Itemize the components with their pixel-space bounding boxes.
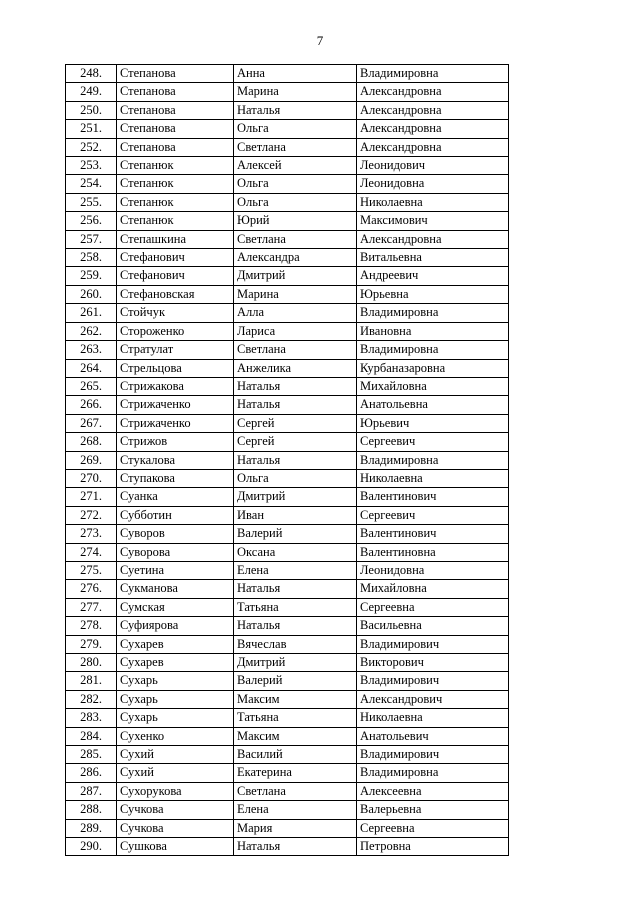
last-name-cell: Стратулат (117, 341, 234, 359)
last-name-cell: Суворов (117, 525, 234, 543)
patronymic-cell: Курбаназаровна (357, 359, 509, 377)
patronymic-cell: Сергеевна (357, 598, 509, 616)
patronymic-cell: Владимировна (357, 304, 509, 322)
table-row (66, 230, 509, 248)
first-name-cell: Дмитрий (234, 488, 357, 506)
table-row (66, 764, 509, 782)
patronymic-cell: Леонидович (357, 157, 509, 175)
row-number-cell: 274. (66, 543, 117, 561)
last-name-cell: Степанюк (117, 193, 234, 211)
first-name-cell: Валерий (234, 672, 357, 690)
last-name-cell: Стрельцова (117, 359, 234, 377)
patronymic-cell: Сергеевна (357, 819, 509, 837)
first-name-cell: Сергей (234, 414, 357, 432)
row-number-cell: 248. (66, 65, 117, 83)
table-row (66, 819, 509, 837)
table-row (66, 488, 509, 506)
row-number-cell: 277. (66, 598, 117, 616)
patronymic-cell: Витальевна (357, 249, 509, 267)
patronymic-cell: Александровна (357, 101, 509, 119)
patronymic-cell: Валентинович (357, 488, 509, 506)
table-row (66, 359, 509, 377)
last-name-cell: Стефановская (117, 285, 234, 303)
last-name-cell: Сухорукова (117, 782, 234, 800)
first-name-cell: Ольга (234, 175, 357, 193)
row-number-cell: 267. (66, 414, 117, 432)
row-number-cell: 253. (66, 157, 117, 175)
first-name-cell: Александра (234, 249, 357, 267)
table-row (66, 120, 509, 138)
patronymic-cell: Валентинович (357, 525, 509, 543)
first-name-cell: Алексей (234, 157, 357, 175)
row-number-cell: 289. (66, 819, 117, 837)
table-row (66, 65, 509, 83)
row-number-cell: 259. (66, 267, 117, 285)
table-row (66, 690, 509, 708)
last-name-cell: Степанова (117, 83, 234, 101)
row-number-cell: 254. (66, 175, 117, 193)
table-row (66, 157, 509, 175)
last-name-cell: Сухарев (117, 654, 234, 672)
row-number-cell: 249. (66, 83, 117, 101)
last-name-cell: Сухий (117, 764, 234, 782)
first-name-cell: Иван (234, 506, 357, 524)
first-name-cell: Светлана (234, 230, 357, 248)
patronymic-cell: Александровна (357, 83, 509, 101)
patronymic-cell: Алексеевна (357, 782, 509, 800)
first-name-cell: Анна (234, 65, 357, 83)
first-name-cell: Наталья (234, 101, 357, 119)
table-row (66, 249, 509, 267)
first-name-cell: Татьяна (234, 709, 357, 727)
patronymic-cell: Леонидовна (357, 175, 509, 193)
patronymic-cell: Николаевна (357, 193, 509, 211)
first-name-cell: Анжелика (234, 359, 357, 377)
patronymic-cell: Сергеевич (357, 433, 509, 451)
table-row (66, 727, 509, 745)
patronymic-cell: Александровна (357, 120, 509, 138)
last-name-cell: Стрижакова (117, 377, 234, 395)
last-name-cell: Сухарь (117, 690, 234, 708)
patronymic-cell: Владимирович (357, 635, 509, 653)
last-name-cell: Степанюк (117, 212, 234, 230)
patronymic-cell: Андреевич (357, 267, 509, 285)
page-number: 7 (316, 33, 324, 48)
last-name-cell: Сухарь (117, 709, 234, 727)
row-number-cell: 290. (66, 838, 117, 856)
patronymic-cell: Валерьевна (357, 801, 509, 819)
row-number-cell: 279. (66, 635, 117, 653)
table-row (66, 175, 509, 193)
table-row (66, 838, 509, 856)
row-number-cell: 287. (66, 782, 117, 800)
patronymic-cell: Васильевна (357, 617, 509, 635)
last-name-cell: Сукманова (117, 580, 234, 598)
first-name-cell: Вячеслав (234, 635, 357, 653)
patronymic-cell: Леонидовна (357, 561, 509, 579)
last-name-cell: Сухий (117, 746, 234, 764)
last-name-cell: Степанова (117, 65, 234, 83)
last-name-cell: Сумская (117, 598, 234, 616)
table-row (66, 304, 509, 322)
last-name-cell: Стефанович (117, 267, 234, 285)
first-name-cell: Наталья (234, 396, 357, 414)
table-row (66, 598, 509, 616)
row-number-cell: 284. (66, 727, 117, 745)
patronymic-cell: Николаевна (357, 709, 509, 727)
last-name-cell: Сухарев (117, 635, 234, 653)
table-row (66, 635, 509, 653)
table-row (66, 782, 509, 800)
row-number-cell: 262. (66, 322, 117, 340)
first-name-cell: Елена (234, 561, 357, 579)
first-name-cell: Наталья (234, 617, 357, 635)
table-row (66, 746, 509, 764)
first-name-cell: Валерий (234, 525, 357, 543)
first-name-cell: Василий (234, 746, 357, 764)
row-number-cell: 255. (66, 193, 117, 211)
first-name-cell: Дмитрий (234, 267, 357, 285)
first-name-cell: Максим (234, 690, 357, 708)
first-name-cell: Светлана (234, 782, 357, 800)
last-name-cell: Сухенко (117, 727, 234, 745)
first-name-cell: Мария (234, 819, 357, 837)
first-name-cell: Светлана (234, 341, 357, 359)
last-name-cell: Степанова (117, 120, 234, 138)
first-name-cell: Алла (234, 304, 357, 322)
patronymic-cell: Михайловна (357, 580, 509, 598)
last-name-cell: Стрижаченко (117, 414, 234, 432)
row-number-cell: 276. (66, 580, 117, 598)
patronymic-cell: Владимировна (357, 341, 509, 359)
row-number-cell: 261. (66, 304, 117, 322)
first-name-cell: Максим (234, 727, 357, 745)
row-number-cell: 256. (66, 212, 117, 230)
last-name-cell: Ступакова (117, 469, 234, 487)
row-number-cell: 282. (66, 690, 117, 708)
first-name-cell: Екатерина (234, 764, 357, 782)
table-row (66, 267, 509, 285)
row-number-cell: 286. (66, 764, 117, 782)
last-name-cell: Стрижаченко (117, 396, 234, 414)
patronymic-cell: Юрьевна (357, 285, 509, 303)
row-number-cell: 266. (66, 396, 117, 414)
last-name-cell: Стороженко (117, 322, 234, 340)
table-row (66, 101, 509, 119)
patronymic-cell: Владимирович (357, 672, 509, 690)
names-table (65, 64, 509, 856)
patronymic-cell: Владимировна (357, 65, 509, 83)
row-number-cell: 265. (66, 377, 117, 395)
last-name-cell: Степашкина (117, 230, 234, 248)
table-row (66, 377, 509, 395)
last-name-cell: Степанюк (117, 175, 234, 193)
row-number-cell: 275. (66, 561, 117, 579)
first-name-cell: Наталья (234, 580, 357, 598)
table-row (66, 543, 509, 561)
row-number-cell: 250. (66, 101, 117, 119)
last-name-cell: Стефанович (117, 249, 234, 267)
first-name-cell: Лариса (234, 322, 357, 340)
row-number-cell: 251. (66, 120, 117, 138)
table-row (66, 322, 509, 340)
table-row (66, 561, 509, 579)
patronymic-cell: Александровна (357, 230, 509, 248)
first-name-cell: Юрий (234, 212, 357, 230)
row-number-cell: 270. (66, 469, 117, 487)
patronymic-cell: Михайловна (357, 377, 509, 395)
table-row (66, 801, 509, 819)
table-row (66, 414, 509, 432)
table-row (66, 617, 509, 635)
row-number-cell: 288. (66, 801, 117, 819)
table-row (66, 469, 509, 487)
table-row (66, 580, 509, 598)
row-number-cell: 280. (66, 654, 117, 672)
first-name-cell: Наталья (234, 838, 357, 856)
table-row (66, 506, 509, 524)
row-number-cell: 281. (66, 672, 117, 690)
first-name-cell: Наталья (234, 451, 357, 469)
table-row (66, 138, 509, 156)
table-row (66, 433, 509, 451)
patronymic-cell: Викторович (357, 654, 509, 672)
patronymic-cell: Владимировна (357, 764, 509, 782)
row-number-cell: 257. (66, 230, 117, 248)
first-name-cell: Татьяна (234, 598, 357, 616)
row-number-cell: 278. (66, 617, 117, 635)
first-name-cell: Сергей (234, 433, 357, 451)
last-name-cell: Сушкова (117, 838, 234, 856)
first-name-cell: Ольга (234, 193, 357, 211)
row-number-cell: 252. (66, 138, 117, 156)
table-row (66, 525, 509, 543)
patronymic-cell: Владимирович (357, 746, 509, 764)
first-name-cell: Марина (234, 83, 357, 101)
table-row (66, 654, 509, 672)
last-name-cell: Степанова (117, 138, 234, 156)
patronymic-cell: Валентиновна (357, 543, 509, 561)
row-number-cell: 263. (66, 341, 117, 359)
patronymic-cell: Сергеевич (357, 506, 509, 524)
row-number-cell: 269. (66, 451, 117, 469)
last-name-cell: Сухарь (117, 672, 234, 690)
row-number-cell: 271. (66, 488, 117, 506)
patronymic-cell: Юрьевич (357, 414, 509, 432)
last-name-cell: Субботин (117, 506, 234, 524)
patronymic-cell: Александровна (357, 138, 509, 156)
last-name-cell: Степанова (117, 101, 234, 119)
row-number-cell: 258. (66, 249, 117, 267)
row-number-cell: 272. (66, 506, 117, 524)
last-name-cell: Сучкова (117, 819, 234, 837)
row-number-cell: 273. (66, 525, 117, 543)
row-number-cell: 283. (66, 709, 117, 727)
last-name-cell: Стукалова (117, 451, 234, 469)
table-row (66, 672, 509, 690)
first-name-cell: Марина (234, 285, 357, 303)
first-name-cell: Дмитрий (234, 654, 357, 672)
table-row (66, 193, 509, 211)
last-name-cell: Стрижов (117, 433, 234, 451)
last-name-cell: Суанка (117, 488, 234, 506)
table-row (66, 285, 509, 303)
patronymic-cell: Максимович (357, 212, 509, 230)
last-name-cell: Стойчук (117, 304, 234, 322)
table-row (66, 212, 509, 230)
last-name-cell: Суетина (117, 561, 234, 579)
patronymic-cell: Петровна (357, 838, 509, 856)
first-name-cell: Ольга (234, 469, 357, 487)
table-row (66, 451, 509, 469)
row-number-cell: 264. (66, 359, 117, 377)
row-number-cell: 260. (66, 285, 117, 303)
patronymic-cell: Анатольевич (357, 727, 509, 745)
first-name-cell: Елена (234, 801, 357, 819)
patronymic-cell: Николаевна (357, 469, 509, 487)
table-row (66, 396, 509, 414)
first-name-cell: Ольга (234, 120, 357, 138)
first-name-cell: Наталья (234, 377, 357, 395)
last-name-cell: Сучкова (117, 801, 234, 819)
names-table-body (66, 65, 509, 856)
patronymic-cell: Ивановна (357, 322, 509, 340)
patronymic-cell: Владимировна (357, 451, 509, 469)
last-name-cell: Суфиярова (117, 617, 234, 635)
row-number-cell: 285. (66, 746, 117, 764)
table-row (66, 341, 509, 359)
last-name-cell: Суворова (117, 543, 234, 561)
patronymic-cell: Анатольевна (357, 396, 509, 414)
last-name-cell: Степанюк (117, 157, 234, 175)
row-number-cell: 268. (66, 433, 117, 451)
table-row (66, 83, 509, 101)
first-name-cell: Светлана (234, 138, 357, 156)
table-row (66, 709, 509, 727)
first-name-cell: Оксана (234, 543, 357, 561)
patronymic-cell: Александрович (357, 690, 509, 708)
